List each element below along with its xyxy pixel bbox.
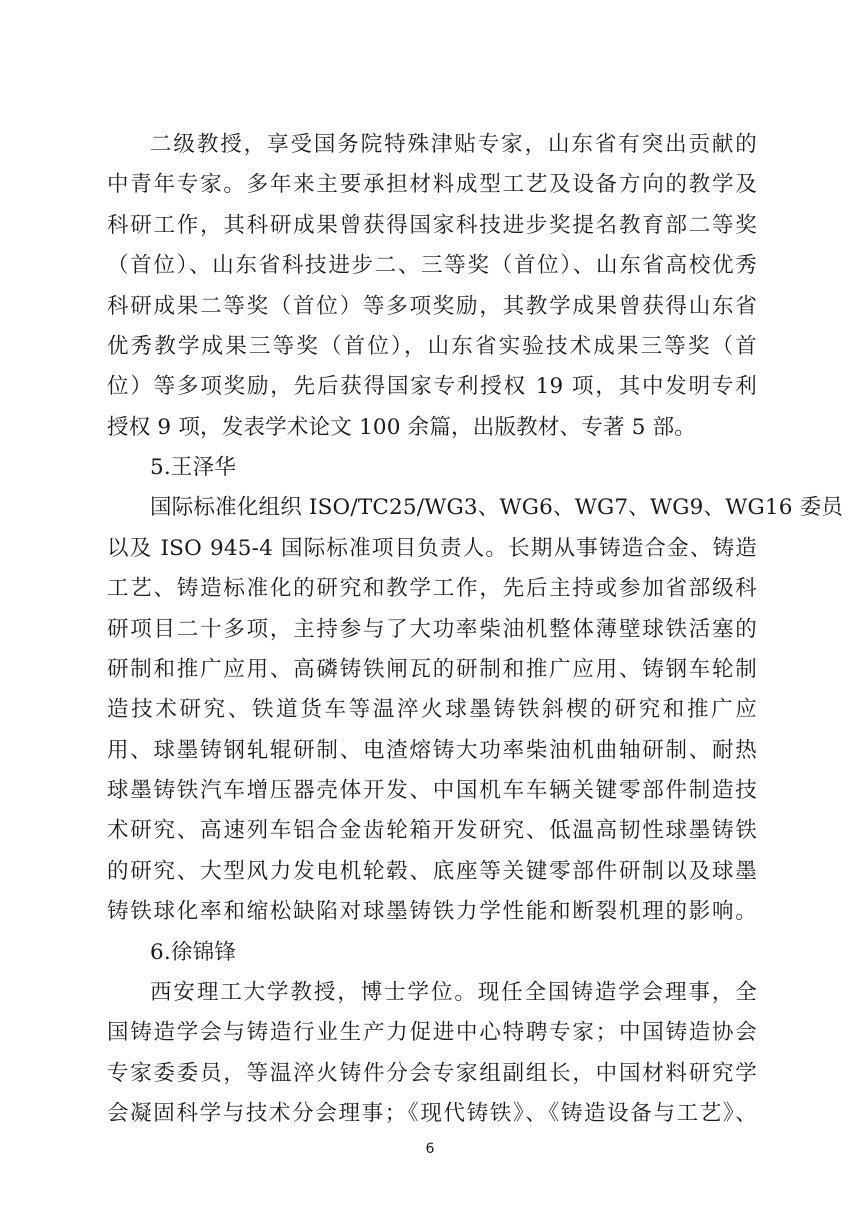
page-number: 6 bbox=[425, 1141, 435, 1157]
paragraph-2-line: 研项目二十多项，主持参与了大功率柴油机整体薄壁球铁活塞的 bbox=[107, 617, 757, 642]
paragraph-1-line: 科研工作，其科研成果曾获得国家科技进步奖提名教育部二等奖 bbox=[107, 213, 757, 238]
paragraph-2-line: 的研究、大型风力发电机轮毂、底座等关键零部件研制以及球墨 bbox=[107, 859, 757, 884]
section-heading-6: 6.徐锦锋 bbox=[150, 940, 237, 965]
paragraph-2-line: 球墨铸铁汽车增压器壳体开发、中国机车车辆关键零部件制造技 bbox=[107, 778, 757, 803]
paragraph-1-line: 中青年专家。多年来主要承担材料成型工艺及设备方向的教学及 bbox=[107, 172, 757, 197]
paragraph-2-line: 国际标准化组织 ISO/TC25/WG3、WG6、WG7、WG9、WG16 委员 bbox=[150, 495, 844, 520]
paragraph-2-line: 铸铁球化率和缩松缺陷对球墨铸铁力学性能和断裂机理的影响。 bbox=[107, 899, 757, 924]
paragraph-2-line: 以及 ISO 945-4 国际标准项目负责人。长期从事铸造合金、铸造 bbox=[107, 536, 757, 561]
paragraph-1-line: 授权 9 项，发表学术论文 100 余篇，出版教材、专著 5 部。 bbox=[107, 415, 697, 440]
paragraph-3-line: 专家委委员，等温淬火铸件分会专家组副组长，中国材料研究学 bbox=[107, 1061, 757, 1086]
section-heading-5: 5.王泽华 bbox=[150, 455, 237, 480]
paragraph-2-line: 造技术研究、铁道货车等温淬火球墨铸铁斜楔的研究和推广应 bbox=[107, 697, 757, 722]
paragraph-2-line: 用、球墨铸钢轧辊研制、电渣熔铸大功率柴油机曲轴研制、耐热 bbox=[107, 738, 757, 763]
paragraph-1-line: （首位）、山东省科技进步二、三等奖（首位）、山东省高校优秀 bbox=[107, 253, 757, 278]
paragraph-2-line: 工艺、铸造标准化的研究和教学工作，先后主持或参加省部级科 bbox=[107, 576, 757, 601]
paragraph-2-line: 研制和推广应用、高磷铸铁闸瓦的研制和推广应用、铸钢车轮制 bbox=[107, 657, 757, 682]
paragraph-1-line: 二级教授，享受国务院特殊津贴专家，山东省有突出贡献的 bbox=[150, 132, 757, 157]
paragraph-1-line: 科研成果二等奖（首位）等多项奖励，其教学成果曾获得山东省 bbox=[107, 294, 757, 319]
paragraph-2-line: 术研究、高速列车铝合金齿轮箱开发研究、低温高韧性球墨铸铁 bbox=[107, 818, 757, 843]
paragraph-3-line: 西安理工大学教授，博士学位。现任全国铸造学会理事，全 bbox=[150, 980, 757, 1005]
paragraph-1-line: 位）等多项奖励，先后获得国家专利授权 19 项，其中发明专利 bbox=[107, 374, 757, 399]
paragraph-1-line: 优秀教学成果三等奖（首位），山东省实验技术成果三等奖（首 bbox=[107, 334, 757, 359]
paragraph-3-line: 会凝固科学与技术分会理事；《现代铸铁》、《铸造设备与工艺》、 bbox=[107, 1101, 757, 1126]
paragraph-3-line: 国铸造学会与铸造行业生产力促进中心特聘专家；中国铸造协会 bbox=[107, 1020, 757, 1045]
